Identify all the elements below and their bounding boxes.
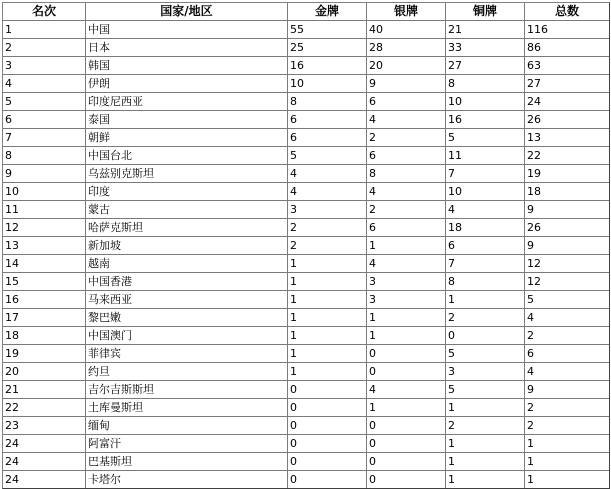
cell-silver: 2 bbox=[367, 201, 446, 219]
cell-bronze: 1 bbox=[446, 291, 525, 309]
cell-rank: 6 bbox=[3, 111, 86, 129]
cell-country: 越南 bbox=[86, 255, 288, 273]
cell-gold: 0 bbox=[288, 453, 367, 471]
cell-gold: 0 bbox=[288, 471, 367, 488]
cell-bronze: 11 bbox=[446, 147, 525, 165]
cell-silver: 9 bbox=[367, 75, 446, 93]
cell-bronze: 5 bbox=[446, 345, 525, 363]
cell-gold: 1 bbox=[288, 291, 367, 309]
cell-rank: 14 bbox=[3, 255, 86, 273]
header-silver: 银牌 bbox=[367, 3, 446, 21]
cell-country: 印度尼西亚 bbox=[86, 93, 288, 111]
cell-bronze: 16 bbox=[446, 111, 525, 129]
cell-silver: 0 bbox=[367, 345, 446, 363]
cell-total: 63 bbox=[525, 57, 609, 75]
cell-country: 泰国 bbox=[86, 111, 288, 129]
cell-silver: 2 bbox=[367, 129, 446, 147]
cell-gold: 8 bbox=[288, 93, 367, 111]
cell-total: 2 bbox=[525, 417, 609, 435]
cell-rank: 16 bbox=[3, 291, 86, 309]
cell-total: 6 bbox=[525, 345, 609, 363]
cell-gold: 3 bbox=[288, 201, 367, 219]
cell-rank: 22 bbox=[3, 399, 86, 417]
cell-gold: 1 bbox=[288, 327, 367, 345]
table-row bbox=[3, 111, 609, 129]
table-row bbox=[3, 453, 609, 471]
cell-total: 24 bbox=[525, 93, 609, 111]
cell-country: 伊朗 bbox=[86, 75, 288, 93]
cell-country: 阿富汗 bbox=[86, 435, 288, 453]
cell-rank: 10 bbox=[3, 183, 86, 201]
cell-total: 4 bbox=[525, 309, 609, 327]
cell-country: 中国台北 bbox=[86, 147, 288, 165]
cell-gold: 5 bbox=[288, 147, 367, 165]
cell-silver: 6 bbox=[367, 219, 446, 237]
cell-silver: 0 bbox=[367, 453, 446, 471]
cell-total: 18 bbox=[525, 183, 609, 201]
cell-total: 2 bbox=[525, 399, 609, 417]
cell-bronze: 8 bbox=[446, 75, 525, 93]
cell-rank: 2 bbox=[3, 39, 86, 57]
table-row bbox=[3, 417, 609, 435]
cell-country: 巴基斯坦 bbox=[86, 453, 288, 471]
cell-silver: 3 bbox=[367, 273, 446, 291]
cell-total: 9 bbox=[525, 237, 609, 255]
cell-silver: 0 bbox=[367, 435, 446, 453]
cell-total: 9 bbox=[525, 381, 609, 399]
table-body bbox=[3, 21, 609, 488]
cell-bronze: 6 bbox=[446, 237, 525, 255]
cell-silver: 20 bbox=[367, 57, 446, 75]
cell-bronze: 5 bbox=[446, 129, 525, 147]
cell-bronze: 21 bbox=[446, 21, 525, 39]
cell-rank: 3 bbox=[3, 57, 86, 75]
table-row bbox=[3, 39, 609, 57]
cell-bronze: 4 bbox=[446, 201, 525, 219]
cell-gold: 0 bbox=[288, 417, 367, 435]
cell-gold: 1 bbox=[288, 309, 367, 327]
cell-total: 1 bbox=[527, 473, 534, 486]
cell-silver: 4 bbox=[367, 255, 446, 273]
cell-bronze: 2 bbox=[446, 309, 525, 327]
cell-total: 13 bbox=[525, 129, 609, 147]
cell-gold: 16 bbox=[288, 57, 367, 75]
cell-rank: 7 bbox=[3, 129, 86, 147]
cell-total: 26 bbox=[525, 111, 609, 129]
medal-table bbox=[2, 2, 610, 489]
cell-silver: 0 bbox=[367, 363, 446, 381]
cell-bronze: 10 bbox=[446, 93, 525, 111]
cell-rank: 24 bbox=[3, 471, 86, 488]
cell-total: 5 bbox=[525, 291, 609, 309]
cell-bronze: 7 bbox=[446, 165, 525, 183]
cell-silver: 40 bbox=[367, 21, 446, 39]
cell-total: 26 bbox=[525, 219, 609, 237]
table-row bbox=[3, 237, 609, 255]
cell-silver: 4 bbox=[367, 183, 446, 201]
table-row bbox=[3, 471, 609, 488]
cell-silver: 4 bbox=[367, 111, 446, 129]
cell-bronze: 2 bbox=[446, 417, 525, 435]
table-row bbox=[3, 327, 609, 345]
cell-gold: 2 bbox=[288, 237, 367, 255]
cell-gold: 6 bbox=[288, 129, 367, 147]
cell-bronze: 1 bbox=[446, 453, 525, 471]
table-row bbox=[3, 75, 609, 93]
cell-bronze: 1 bbox=[446, 399, 525, 417]
cell-total: 12 bbox=[525, 255, 609, 273]
cell-gold: 0 bbox=[288, 381, 367, 399]
cell-silver: 0 bbox=[367, 417, 446, 435]
cell-country: 马来西亚 bbox=[86, 291, 288, 309]
cell-country: 缅甸 bbox=[86, 417, 288, 435]
cell-silver: 28 bbox=[367, 39, 446, 57]
cell-bronze: 10 bbox=[446, 183, 525, 201]
table-row bbox=[3, 147, 609, 165]
table-row bbox=[3, 21, 609, 39]
cell-total: 86 bbox=[525, 39, 609, 57]
cell-silver: 0 bbox=[367, 471, 446, 488]
cell-total: 9 bbox=[525, 201, 609, 219]
cell-gold: 25 bbox=[288, 39, 367, 57]
cell-country: 菲律宾 bbox=[86, 345, 288, 363]
cell-bronze: 5 bbox=[446, 381, 525, 399]
cell-gold: 2 bbox=[288, 219, 367, 237]
cell-bronze: 33 bbox=[446, 39, 525, 57]
cell-silver: 6 bbox=[367, 93, 446, 111]
cell-country: 新加坡 bbox=[86, 237, 288, 255]
cell-country: 中国澳门 bbox=[86, 327, 288, 345]
cell-total: 1 bbox=[525, 435, 609, 453]
cell-rank: 9 bbox=[3, 165, 86, 183]
header-total: 总数 bbox=[525, 3, 609, 21]
table-row bbox=[3, 129, 609, 147]
cell-bronze: 27 bbox=[446, 57, 525, 75]
cell-country: 韩国 bbox=[86, 57, 288, 75]
cell-bronze: 0 bbox=[446, 327, 525, 345]
cell-country: 日本 bbox=[86, 39, 288, 57]
header-bronze: 铜牌 bbox=[446, 3, 525, 21]
cell-rank: 17 bbox=[3, 309, 86, 327]
cell-silver: 1 bbox=[367, 309, 446, 327]
table-row bbox=[3, 381, 609, 399]
table-row bbox=[3, 291, 609, 309]
header-rank: 名次 bbox=[3, 3, 86, 21]
cell-gold: 4 bbox=[288, 183, 367, 201]
cell-gold: 1 bbox=[288, 273, 367, 291]
cell-country: 吉尔吉斯斯坦 bbox=[86, 381, 288, 399]
cell-country: 黎巴嫩 bbox=[86, 309, 288, 327]
table-row bbox=[3, 219, 609, 237]
cell-rank: 21 bbox=[3, 381, 86, 399]
cell-gold: 1 bbox=[288, 363, 367, 381]
cell-country: 中国 bbox=[86, 21, 288, 39]
cell-total: 1 bbox=[525, 453, 609, 471]
cell-gold: 10 bbox=[288, 75, 367, 93]
table-row bbox=[3, 435, 609, 453]
table-row bbox=[3, 165, 609, 183]
cell-gold: 1 bbox=[288, 345, 367, 363]
table-row bbox=[3, 399, 609, 417]
table-row bbox=[3, 363, 609, 381]
table-row bbox=[3, 255, 609, 273]
cell-country: 蒙古 bbox=[86, 201, 288, 219]
cell-gold: 1 bbox=[288, 255, 367, 273]
cell-gold: 0 bbox=[288, 399, 367, 417]
cell-rank: 15 bbox=[3, 273, 86, 291]
header-country: 国家/地区 bbox=[86, 3, 288, 21]
table-row bbox=[3, 273, 609, 291]
cell-rank: 11 bbox=[3, 201, 86, 219]
cell-bronze: 3 bbox=[446, 363, 525, 381]
cell-rank: 24 bbox=[3, 453, 86, 471]
cell-rank: 18 bbox=[3, 327, 86, 345]
table-row bbox=[3, 93, 609, 111]
header-row bbox=[3, 3, 609, 21]
cell-gold: 4 bbox=[288, 165, 367, 183]
cell-total: 4 bbox=[525, 363, 609, 381]
cell-silver: 3 bbox=[367, 291, 446, 309]
cell-total: 116 bbox=[525, 21, 609, 39]
cell-country: 乌兹别克斯坦 bbox=[86, 165, 288, 183]
cell-gold: 55 bbox=[288, 21, 367, 39]
cell-bronze: 18 bbox=[446, 219, 525, 237]
table-row bbox=[3, 57, 609, 75]
cell-bronze: 1 bbox=[446, 471, 525, 488]
cell-total: 2 bbox=[525, 327, 609, 345]
cell-country: 印度 bbox=[86, 183, 288, 201]
cell-rank: 8 bbox=[3, 147, 86, 165]
cell-total: 19 bbox=[525, 165, 609, 183]
cell-rank: 19 bbox=[3, 345, 86, 363]
cell-country: 哈萨克斯坦 bbox=[86, 219, 288, 237]
cell-country: 中国香港 bbox=[86, 273, 288, 291]
cell-silver: 1 bbox=[367, 237, 446, 255]
cell-silver: 1 bbox=[367, 399, 446, 417]
cell-gold: 0 bbox=[288, 435, 367, 453]
header-gold: 金牌 bbox=[288, 3, 367, 21]
cell-rank: 5 bbox=[3, 93, 86, 111]
cell-country: 约旦 bbox=[86, 363, 288, 381]
table-row bbox=[3, 345, 609, 363]
cell-country: 土库曼斯坦 bbox=[86, 399, 288, 417]
cell-rank: 23 bbox=[3, 417, 86, 435]
cell-total: 12 bbox=[525, 273, 609, 291]
cell-bronze: 1 bbox=[446, 435, 525, 453]
cell-country: 朝鲜 bbox=[86, 129, 288, 147]
cell-bronze: 7 bbox=[446, 255, 525, 273]
cell-total: 22 bbox=[525, 147, 609, 165]
cell-rank: 1 bbox=[3, 21, 86, 39]
cell-gold: 6 bbox=[288, 111, 367, 129]
cell-silver: 1 bbox=[367, 327, 446, 345]
cell-country: 卡塔尔 bbox=[86, 471, 288, 488]
cell-rank: 24 bbox=[3, 435, 86, 453]
cell-rank: 12 bbox=[3, 219, 86, 237]
cell-total: 27 bbox=[525, 75, 609, 93]
cell-bronze: 8 bbox=[446, 273, 525, 291]
cell-silver: 8 bbox=[367, 165, 446, 183]
cell-rank: 4 bbox=[3, 75, 86, 93]
cell-silver: 4 bbox=[367, 381, 446, 399]
cell-silver: 6 bbox=[367, 147, 446, 165]
table-row bbox=[3, 201, 609, 219]
table-row bbox=[3, 183, 609, 201]
table-row bbox=[3, 309, 609, 327]
cell-rank: 20 bbox=[3, 363, 86, 381]
cell-rank: 13 bbox=[3, 237, 86, 255]
